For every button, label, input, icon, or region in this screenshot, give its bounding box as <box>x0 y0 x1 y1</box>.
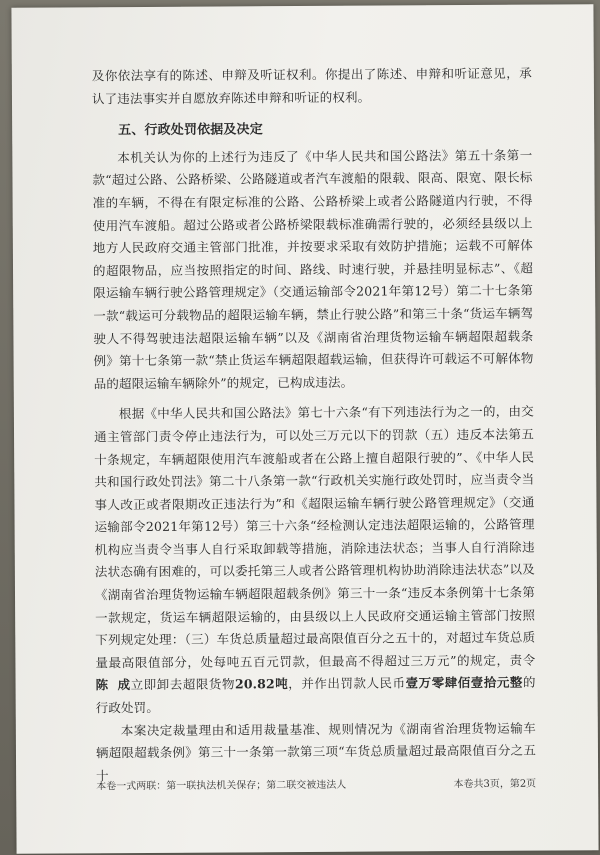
paragraph-discretion: 本案决定裁量理由和适用裁量基准、规则情况为《湖南省治理货物运输车辆超限超载条例》第三十一条第一款第三项“车货总质量超过最高限值百分之五十 <box>95 720 537 784</box>
fine-amount: 壹万零肆佰壹拾元整 <box>405 675 523 691</box>
footer-page-number: 本卷共3页，第2页 <box>453 778 537 791</box>
paragraph-rights: 及你依法享有的陈述、申辩及听证权利。你提出了陈述、申辩和听证意见，承认了违法事实并自愿放弃陈述申辩和听证的权利。 <box>91 65 532 106</box>
footer-copies-note: 本卷一式两联：第一联执法机关保存；第二联交被违法人 <box>96 779 347 793</box>
section-heading: 五、行政处罚依据及决定 <box>118 122 263 139</box>
paragraph-violation: 本机关认为你的上述行为违反了《中华人民共和国公路法》第五十条第一款“超过公路、公路桥梁、公路隧道或者汽车渡船的限载、限高、限宽、限长标准的车辆，不得在有限定标准的公路、公路桥梁上或者公路隧道内行驶，不得使用汽车渡船。超过公路或者公路桥梁限载标准确需行驶的，必须经县级以上地方人民政府交通主管部门批准，并按要求采取有效防护措施；运载不可解体的超限物品，应当按照指定的时间、路线、时速行驶，并悬挂明显标志”、《超限运输车辆行驶公路管理规定》（交通运输部令2021年第12号）第二十七条第一款“载运可分载物品的超限运输车辆，禁止行驶公路”和第三十条“货运车辆驾驶人不得驾驶违法超限运输车辆”以及《湖南省治理货物运输车辆超限超载条例》第十七条第一款“禁止货运车辆超限超载运输，但获得许可载运不可解体物品的超限运输车辆除外”的规定，已构成违法。 <box>92 147 534 392</box>
paragraph-penalty-basis <box>94 401 536 720</box>
overload-tonnage: 20.82吨 <box>234 676 289 692</box>
party-name: 陈 <box>95 677 109 693</box>
penalty-end-text: 的行政处罚。 <box>95 675 536 716</box>
party-name-suffix: 成 <box>117 677 131 693</box>
penalty-basis-text: 根据《中华人民共和国公路法》第七十六条“有下列违法行为之一的，由交通主管部门责令停止违法行为，可以处三万元以下的罚款（五）违反本法第五十条规定，车辆超限使用汽车渡船或者在公路上擅自超限行驶的”、《中华人民共和国行政处罚法》第二十八条第一款“行政机关实施行政处罚时，应当责令当事人改正或者限期改正违法行为”和《超限运输车辆行驶公路管理规定》（交通运输部令2021年第12号）第三十六条“经检测认定违法超限运输的，公路管理机构应当责令当事人自行采取卸载等措施，消除违法状态；当事人自行消除违法状态确有困难的，可以委托第三人或者公路管理机构协助消除违法状态”以及《湖南省治理货物运输车辆超限超载条例》第三十一条“违反本条例第十七条第一款规定，货运车辆超限运输的，由县级以上人民政府交通运输主管部门按照下列规定处理：（三）车货总质量超过最高限值百分之五十的，对超过车货总质量最高限值部分，处每吨五百元罚款，但最高不得超过三万元”的规定，责令 <box>93 403 536 671</box>
unload-text: 立即卸去超限货物 <box>130 676 236 693</box>
document-page <box>11 4 598 854</box>
fine-text: ，并作出罚款人民币 <box>288 675 406 692</box>
document-body <box>92 63 536 788</box>
page-footer <box>96 775 536 793</box>
